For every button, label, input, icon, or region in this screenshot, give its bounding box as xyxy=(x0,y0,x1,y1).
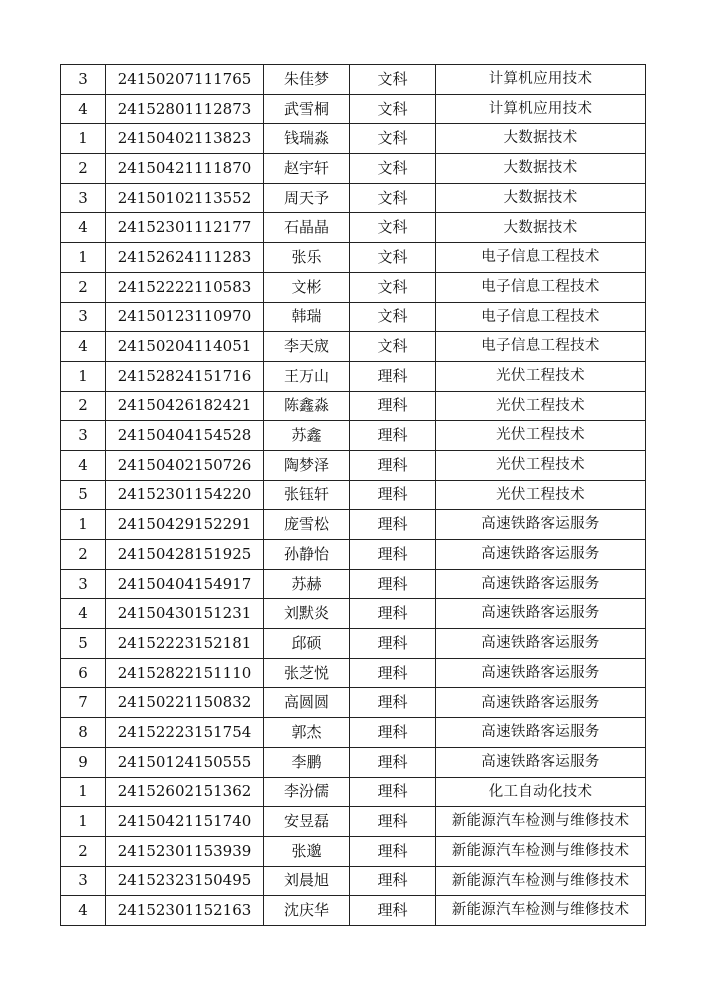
cell-index: 2 xyxy=(61,391,106,421)
cell-major: 电子信息工程技术 xyxy=(436,332,646,362)
cell-index: 5 xyxy=(61,480,106,510)
cell-student-name: 高圆圆 xyxy=(264,688,350,718)
cell-exam-id: 24152223151754 xyxy=(106,718,264,748)
cell-category: 理科 xyxy=(350,629,436,659)
cell-major: 电子信息工程技术 xyxy=(436,302,646,332)
cell-category: 理科 xyxy=(350,361,436,391)
cell-exam-id: 24150404154528 xyxy=(106,421,264,451)
cell-index: 1 xyxy=(61,777,106,807)
cell-student-name: 苏鑫 xyxy=(264,421,350,451)
cell-student-name: 张芝悦 xyxy=(264,658,350,688)
cell-student-name: 赵宇轩 xyxy=(264,154,350,184)
cell-index: 3 xyxy=(61,421,106,451)
cell-category: 文科 xyxy=(350,332,436,362)
cell-index: 1 xyxy=(61,807,106,837)
table-row xyxy=(61,688,646,718)
cell-exam-id: 24150102113552 xyxy=(106,183,264,213)
cell-index: 4 xyxy=(61,599,106,629)
cell-major: 计算机应用技术 xyxy=(436,94,646,124)
cell-index: 3 xyxy=(61,302,106,332)
cell-student-name: 李天宬 xyxy=(264,332,350,362)
cell-exam-id: 24150402113823 xyxy=(106,124,264,154)
table-row xyxy=(61,421,646,451)
cell-category: 文科 xyxy=(350,302,436,332)
cell-exam-id: 24152602151362 xyxy=(106,777,264,807)
cell-exam-id: 24152824151716 xyxy=(106,361,264,391)
cell-major: 高速铁路客运服务 xyxy=(436,658,646,688)
cell-index: 3 xyxy=(61,65,106,95)
cell-student-name: 刘默炎 xyxy=(264,599,350,629)
cell-category: 文科 xyxy=(350,154,436,184)
cell-student-name: 张乐 xyxy=(264,243,350,273)
cell-category: 文科 xyxy=(350,94,436,124)
cell-student-name: 朱佳梦 xyxy=(264,65,350,95)
cell-major: 高速铁路客运服务 xyxy=(436,510,646,540)
cell-index: 7 xyxy=(61,688,106,718)
cell-major: 新能源汽车检测与维修技术 xyxy=(436,866,646,896)
cell-major: 光伏工程技术 xyxy=(436,421,646,451)
cell-index: 6 xyxy=(61,658,106,688)
table-row xyxy=(61,154,646,184)
cell-index: 1 xyxy=(61,361,106,391)
cell-index: 2 xyxy=(61,154,106,184)
table-row xyxy=(61,569,646,599)
cell-index: 1 xyxy=(61,243,106,273)
cell-category: 理科 xyxy=(350,807,436,837)
cell-student-name: 王万山 xyxy=(264,361,350,391)
cell-student-name: 张钰轩 xyxy=(264,480,350,510)
cell-category: 文科 xyxy=(350,183,436,213)
cell-exam-id: 24152323150495 xyxy=(106,866,264,896)
cell-major: 化工自动化技术 xyxy=(436,777,646,807)
cell-index: 2 xyxy=(61,836,106,866)
cell-category: 文科 xyxy=(350,272,436,302)
cell-category: 理科 xyxy=(350,896,436,926)
cell-category: 理科 xyxy=(350,540,436,570)
cell-index: 2 xyxy=(61,540,106,570)
cell-category: 理科 xyxy=(350,777,436,807)
table-row xyxy=(61,391,646,421)
cell-exam-id: 24152801112873 xyxy=(106,94,264,124)
cell-exam-id: 24150429152291 xyxy=(106,510,264,540)
cell-student-name: 安昱磊 xyxy=(264,807,350,837)
cell-student-name: 陈鑫淼 xyxy=(264,391,350,421)
cell-category: 理科 xyxy=(350,569,436,599)
cell-major: 高速铁路客运服务 xyxy=(436,599,646,629)
cell-category: 理科 xyxy=(350,836,436,866)
cell-major: 光伏工程技术 xyxy=(436,391,646,421)
cell-exam-id: 24150207111765 xyxy=(106,65,264,95)
cell-student-name: 武雪桐 xyxy=(264,94,350,124)
cell-major: 大数据技术 xyxy=(436,183,646,213)
cell-index: 4 xyxy=(61,450,106,480)
cell-exam-id: 24150421111870 xyxy=(106,154,264,184)
admission-table xyxy=(60,64,646,926)
cell-student-name: 郭杰 xyxy=(264,718,350,748)
cell-category: 文科 xyxy=(350,213,436,243)
cell-index: 3 xyxy=(61,569,106,599)
cell-index: 4 xyxy=(61,213,106,243)
table-row xyxy=(61,213,646,243)
table-row xyxy=(61,450,646,480)
table-row xyxy=(61,94,646,124)
cell-student-name: 石晶晶 xyxy=(264,213,350,243)
cell-exam-id: 24150221150832 xyxy=(106,688,264,718)
cell-exam-id: 24150421151740 xyxy=(106,807,264,837)
cell-category: 理科 xyxy=(350,480,436,510)
cell-category: 理科 xyxy=(350,391,436,421)
cell-category: 理科 xyxy=(350,747,436,777)
cell-student-name: 苏赫 xyxy=(264,569,350,599)
cell-major: 光伏工程技术 xyxy=(436,450,646,480)
cell-student-name: 李鹏 xyxy=(264,747,350,777)
cell-major: 高速铁路客运服务 xyxy=(436,688,646,718)
cell-category: 理科 xyxy=(350,658,436,688)
cell-student-name: 邱硕 xyxy=(264,629,350,659)
cell-category: 理科 xyxy=(350,688,436,718)
table-row xyxy=(61,747,646,777)
table-row xyxy=(61,629,646,659)
cell-category: 理科 xyxy=(350,421,436,451)
table-row xyxy=(61,243,646,273)
cell-category: 文科 xyxy=(350,124,436,154)
table-row xyxy=(61,658,646,688)
table-row xyxy=(61,183,646,213)
cell-major: 新能源汽车检测与维修技术 xyxy=(436,896,646,926)
cell-major: 大数据技术 xyxy=(436,124,646,154)
cell-exam-id: 24150204114051 xyxy=(106,332,264,362)
cell-category: 理科 xyxy=(350,866,436,896)
table-row xyxy=(61,777,646,807)
cell-category: 文科 xyxy=(350,65,436,95)
cell-student-name: 李汾儒 xyxy=(264,777,350,807)
table-row xyxy=(61,65,646,95)
cell-student-name: 沈庆华 xyxy=(264,896,350,926)
table-row xyxy=(61,480,646,510)
cell-major: 高速铁路客运服务 xyxy=(436,747,646,777)
cell-index: 1 xyxy=(61,510,106,540)
cell-major: 高速铁路客运服务 xyxy=(436,629,646,659)
admission-table-body xyxy=(61,65,646,926)
table-row xyxy=(61,836,646,866)
cell-major: 电子信息工程技术 xyxy=(436,243,646,273)
cell-student-name: 文彬 xyxy=(264,272,350,302)
table-row xyxy=(61,599,646,629)
cell-category: 理科 xyxy=(350,599,436,629)
table-row xyxy=(61,332,646,362)
cell-major: 高速铁路客运服务 xyxy=(436,718,646,748)
table-row xyxy=(61,540,646,570)
table-row xyxy=(61,896,646,926)
cell-category: 文科 xyxy=(350,243,436,273)
cell-category: 理科 xyxy=(350,718,436,748)
cell-student-name: 周天予 xyxy=(264,183,350,213)
cell-major: 新能源汽车检测与维修技术 xyxy=(436,807,646,837)
cell-major: 计算机应用技术 xyxy=(436,65,646,95)
cell-student-name: 张邈 xyxy=(264,836,350,866)
cell-index: 4 xyxy=(61,896,106,926)
cell-index: 8 xyxy=(61,718,106,748)
cell-exam-id: 24152301154220 xyxy=(106,480,264,510)
cell-student-name: 钱瑞淼 xyxy=(264,124,350,154)
cell-index: 3 xyxy=(61,866,106,896)
cell-major: 新能源汽车检测与维修技术 xyxy=(436,836,646,866)
table-row xyxy=(61,510,646,540)
cell-exam-id: 24150426182421 xyxy=(106,391,264,421)
cell-exam-id: 24150430151231 xyxy=(106,599,264,629)
cell-index: 5 xyxy=(61,629,106,659)
cell-student-name: 韩瑞 xyxy=(264,302,350,332)
cell-exam-id: 24150124150555 xyxy=(106,747,264,777)
cell-student-name: 陶梦泽 xyxy=(264,450,350,480)
table-row xyxy=(61,361,646,391)
cell-index: 3 xyxy=(61,183,106,213)
cell-major: 光伏工程技术 xyxy=(436,480,646,510)
table-row xyxy=(61,124,646,154)
cell-major: 大数据技术 xyxy=(436,213,646,243)
table-row xyxy=(61,272,646,302)
cell-exam-id: 24152301153939 xyxy=(106,836,264,866)
cell-major: 电子信息工程技术 xyxy=(436,272,646,302)
cell-exam-id: 24150404154917 xyxy=(106,569,264,599)
table-row xyxy=(61,866,646,896)
cell-exam-id: 24152301152163 xyxy=(106,896,264,926)
cell-exam-id: 24152301112177 xyxy=(106,213,264,243)
table-row xyxy=(61,718,646,748)
table-row xyxy=(61,302,646,332)
cell-exam-id: 24150123110970 xyxy=(106,302,264,332)
cell-exam-id: 24152822151110 xyxy=(106,658,264,688)
cell-index: 2 xyxy=(61,272,106,302)
cell-index: 4 xyxy=(61,332,106,362)
cell-exam-id: 24152624111283 xyxy=(106,243,264,273)
cell-category: 理科 xyxy=(350,510,436,540)
cell-student-name: 刘晨旭 xyxy=(264,866,350,896)
cell-major: 高速铁路客运服务 xyxy=(436,540,646,570)
cell-student-name: 庞雪松 xyxy=(264,510,350,540)
cell-exam-id: 24152222110583 xyxy=(106,272,264,302)
cell-index: 4 xyxy=(61,94,106,124)
cell-major: 光伏工程技术 xyxy=(436,361,646,391)
cell-exam-id: 24152223152181 xyxy=(106,629,264,659)
cell-major: 高速铁路客运服务 xyxy=(436,569,646,599)
cell-exam-id: 24150428151925 xyxy=(106,540,264,570)
cell-major: 大数据技术 xyxy=(436,154,646,184)
cell-category: 理科 xyxy=(350,450,436,480)
cell-index: 9 xyxy=(61,747,106,777)
table-row xyxy=(61,807,646,837)
cell-index: 1 xyxy=(61,124,106,154)
cell-student-name: 孙静怡 xyxy=(264,540,350,570)
cell-exam-id: 24150402150726 xyxy=(106,450,264,480)
